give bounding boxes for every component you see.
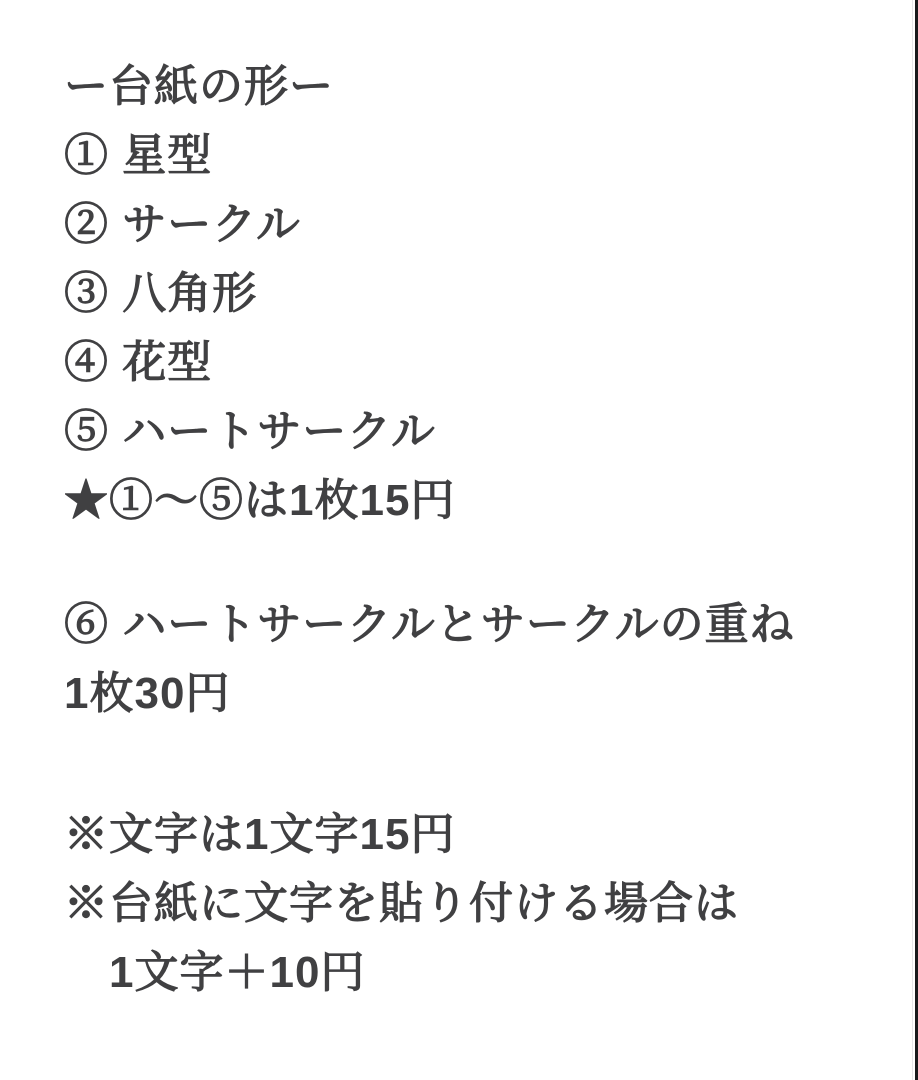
text-line: ② サークル bbox=[64, 200, 301, 249]
section-notes bbox=[64, 800, 888, 1007]
section-mount-shapes-list bbox=[64, 52, 888, 535]
text-line: ※台紙に文字を貼り付ける場合は bbox=[64, 879, 739, 928]
text-line: ③ 八角形 bbox=[64, 269, 258, 318]
text-line: ※文字は1文字15円 bbox=[64, 810, 456, 859]
text-line: ★①〜⑤は1枚15円 bbox=[64, 476, 456, 525]
right-inner-hairline bbox=[912, 0, 913, 1080]
description-text bbox=[64, 52, 888, 1007]
section-overlay-option bbox=[64, 590, 888, 728]
text-line: 1枚30円 bbox=[64, 669, 231, 718]
text-line: ④ 花型 bbox=[64, 338, 213, 387]
text-line: ⑤ ハートサークル bbox=[64, 407, 436, 456]
text-line: ① 星型 bbox=[64, 131, 213, 180]
text-line: 1文字＋10円 bbox=[64, 948, 366, 997]
text-line: ー台紙の形ー bbox=[64, 62, 334, 111]
text-line: ⑥ ハートサークルとサークルの重ね bbox=[64, 600, 795, 649]
